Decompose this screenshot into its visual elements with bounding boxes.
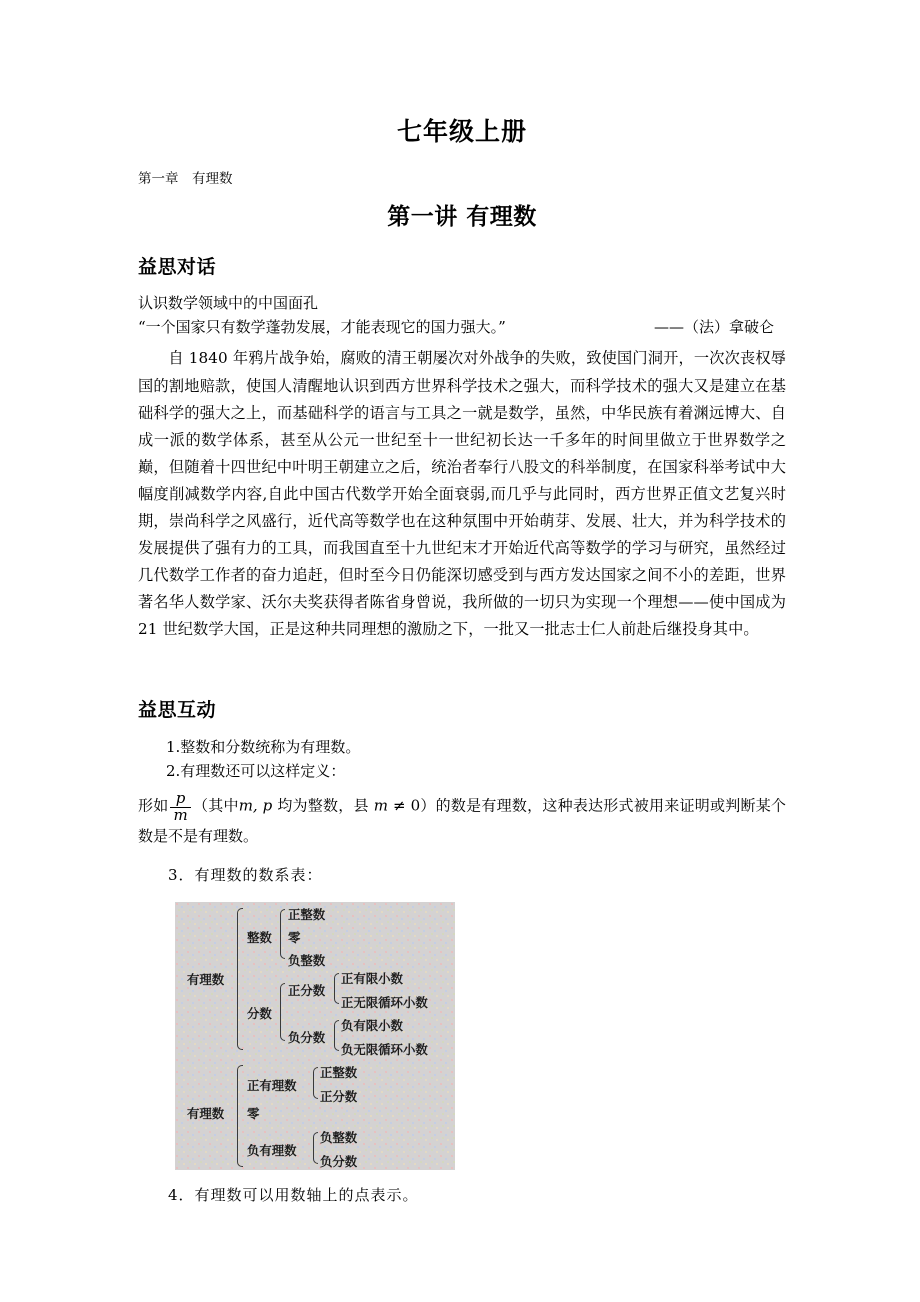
diagram-b-root-label: 有理数	[187, 1105, 225, 1121]
interactive-item-4: 4．有理数可以用数轴上的点表示。	[168, 1185, 419, 1204]
definition-zero: 0	[410, 796, 421, 815]
definition-prefix: 形如	[138, 796, 169, 815]
definition-variable-m: m	[373, 796, 389, 815]
page-content	[138, 0, 786, 1207]
diagram-b-positive-fraction: 正分数	[320, 1088, 358, 1104]
rational-number-definition	[138, 783, 786, 849]
diagram-b-root-brace	[237, 1065, 243, 1167]
diagram-a-integers-label: 整数	[247, 929, 272, 945]
interactive-item-3: 3．有理数的数系表：	[168, 866, 323, 885]
diagram-a-positive-fraction-brace	[334, 973, 339, 1004]
diagram-b-zero-label: 零	[247, 1105, 260, 1121]
definition-neq-symbol: ≠	[393, 796, 406, 815]
fraction-denominator: m	[173, 806, 188, 825]
diagram-b-positive-rational-brace	[313, 1067, 318, 1099]
dialogue-attribution: ——（法）拿破仑	[653, 318, 774, 337]
section-heading-interactive: 益思互动	[138, 699, 217, 721]
diagram-a-negative-integer: 负整数	[288, 952, 326, 968]
lecture-title: 第一讲 有理数	[387, 203, 537, 230]
diagram-a-integers-brace	[280, 909, 285, 959]
diagram-b-negative-integer: 负整数	[320, 1129, 358, 1145]
interactive-item-2: 2.有理数还可以这样定义：	[166, 761, 346, 780]
definition-suffix: ）的数是有理数，这种表达形式被用来证明或判断某个数是不是有理数。	[138, 796, 786, 845]
rational-number-system-diagram	[175, 902, 455, 1170]
section-heading-dialogue: 益思对话	[138, 256, 217, 279]
chapter-heading: 第一章 有理数	[138, 171, 233, 187]
diagram-a-negative-repeating-decimal: 负无限循环小数	[341, 1041, 428, 1057]
diagram-b-positive-integer: 正整数	[320, 1064, 358, 1080]
diagram-a-zero: 零	[288, 929, 301, 945]
figure-container	[138, 888, 786, 1170]
diagram-a-positive-fraction-label: 正分数	[288, 982, 326, 998]
diagram-b-positive-rational-label: 正有理数	[247, 1077, 297, 1093]
dialogue-lead-text: 认识数学领域中的中国面孔	[138, 293, 319, 312]
diagram-b-negative-rational-label: 负有理数	[247, 1142, 297, 1158]
diagram-a-positive-integer: 正整数	[288, 906, 326, 922]
diagram-a-positive-finite-decimal: 正有限小数	[341, 970, 403, 986]
diagram-a-negative-fraction-brace	[334, 1020, 339, 1051]
dialogue-quote: “一个国家只有数学蓬勃发展，才能表现它的国力强大。”	[138, 318, 506, 337]
interactive-item-1: 1.整数和分数统称为有理数。	[166, 737, 361, 756]
definition-middle: （其中	[192, 796, 239, 815]
diagram-a-negative-finite-decimal: 负有限小数	[341, 1017, 403, 1033]
fraction-numerator: p	[175, 789, 186, 808]
diagram-a-fractions-label: 分数	[247, 1005, 272, 1021]
diagram-a-positive-repeating-decimal: 正无限循环小数	[341, 994, 428, 1010]
dialogue-quote-row	[138, 315, 786, 339]
diagram-a-root-brace	[237, 908, 243, 1050]
diagram-a-fractions-brace	[280, 983, 285, 1041]
dialogue-essay-paragraph: 自 1840 年鸦片战争始，腐败的清王朝屡次对外战争的失败，致使国门洞开，一次次丧权辱国的割地赔款，使国人清醒地认识到西方世界科学技术之强大，而科学技术的强大又是建立在基础科学的强大之上，而基础科学的语言与工具之一就是数学，虽然，中华民族有着渊远博大、自成一派的数学体系，甚至从公元一世纪至十一世纪初长达一千多年的时间里做立于世界数学之巅，但随着十四世纪中叶明王朝建立之后，统治者奉行八股文的科举制度，在国家科举考试中大幅度削减数学内容,自此中国古代数学开始全面衰弱,而几乎与此同时，西方世界正值文艺复兴时期，崇尚科学之风盛行，近代高等数学也在这种氛围中开始萌芽、发展、壮大，并为科学技术的发展提供了强有力的工具，而我国直至十九世纪末才开始近代高等数学的学习与研究，虽然经过几代数学工作者的奋力追赶，但时至今日仍能深切感受到与西方发达国家之间不小的差距，世界著名华人数学家、沃尔夫奖获得者陈省身曾说，我所做的一切只为实现一个理想——使中国成为 21 世纪数学大国，正是这种共同理想的激励之下，一批又一批志士仁人前赴后继投身其中。	[138, 349, 786, 638]
diagram-b-negative-rational-brace	[313, 1132, 318, 1164]
definition-variables-mp: m, p	[238, 796, 273, 815]
diagram-b-negative-fraction: 负分数	[320, 1153, 358, 1169]
fraction-p-over-m	[170, 791, 190, 824]
diagram-a-negative-fraction-label: 负分数	[288, 1029, 326, 1045]
diagram-a-root-label: 有理数	[187, 971, 225, 987]
page-title: 七年级上册	[396, 117, 527, 146]
definition-middle-2: 均为整数，县	[277, 796, 369, 815]
